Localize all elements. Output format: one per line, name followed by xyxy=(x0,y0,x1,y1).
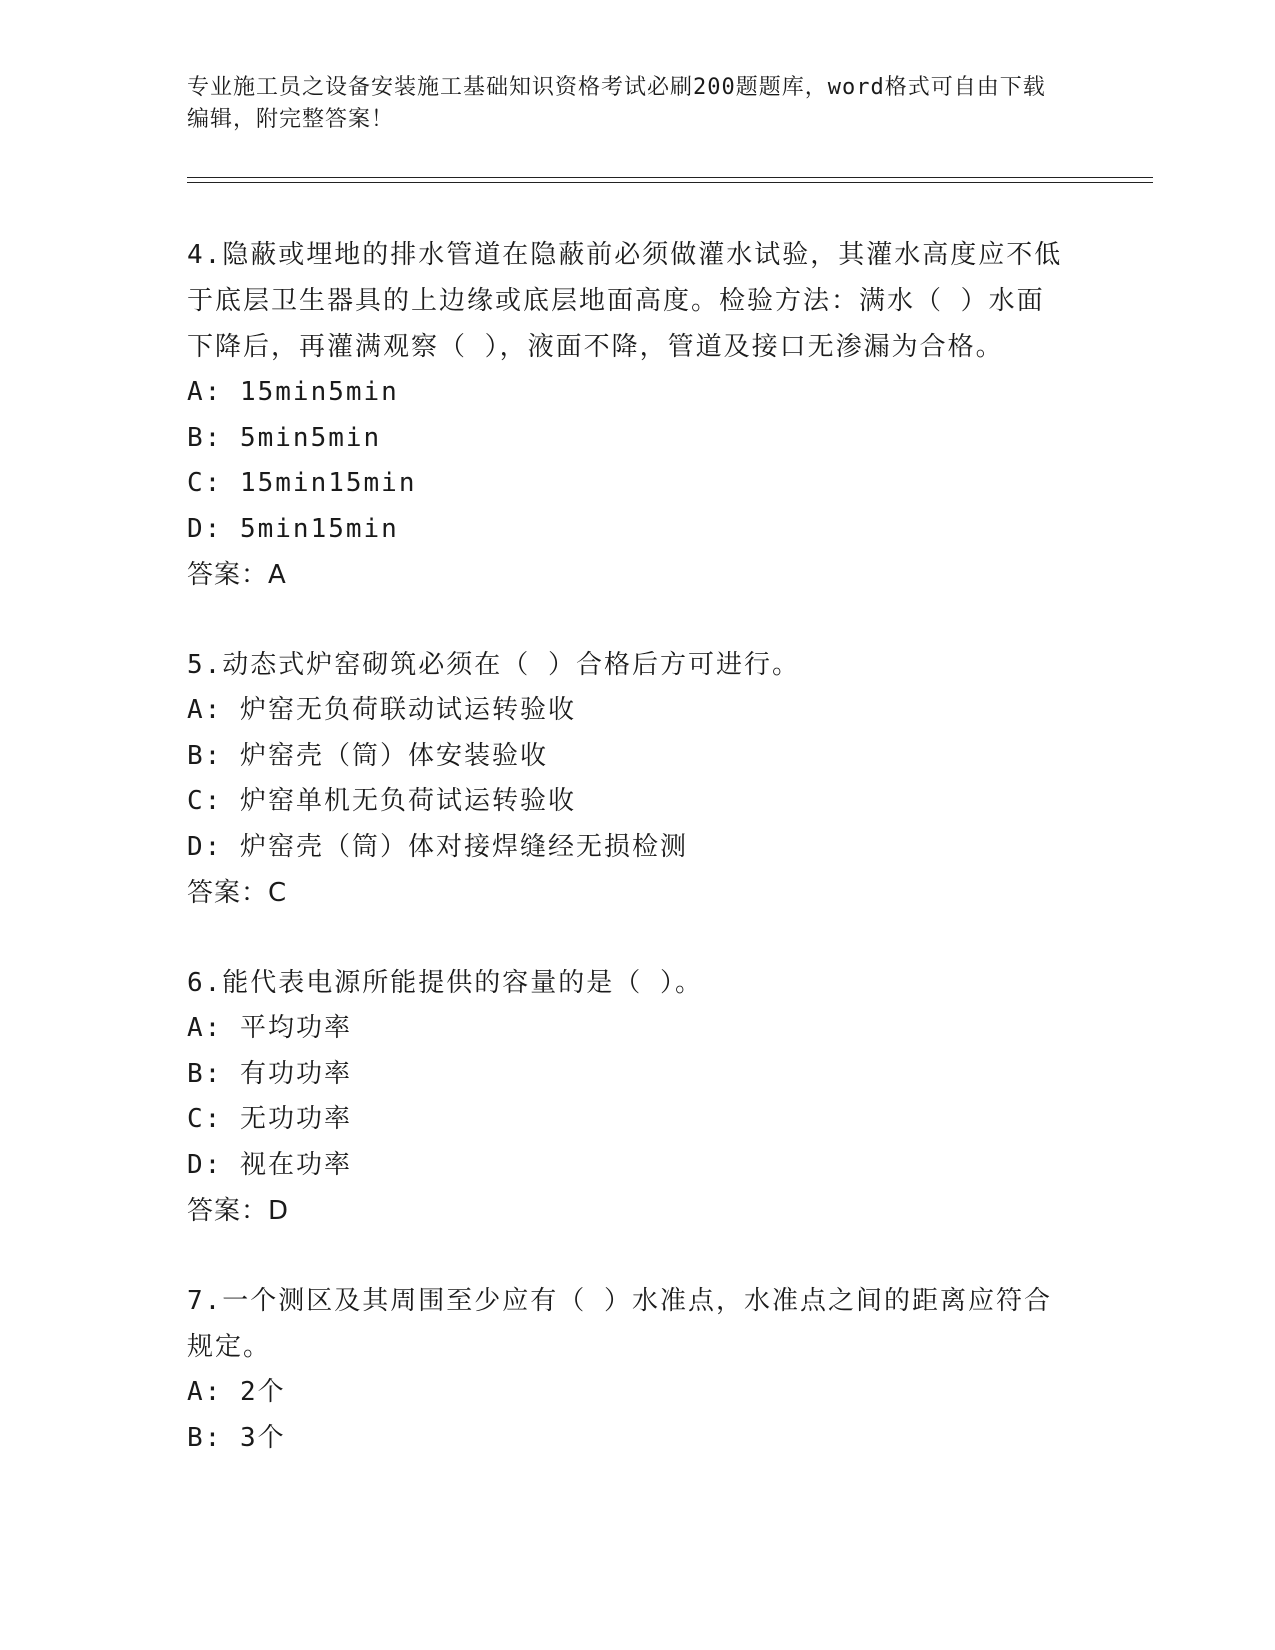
answer-line: 答案：A xyxy=(187,560,287,590)
question-5 xyxy=(187,642,1067,916)
answer-line: 答案：D xyxy=(187,1196,290,1226)
option-a: A: 15min5min xyxy=(187,377,399,407)
option-a: A: 平均功率 xyxy=(187,1013,352,1043)
option-c: C: 15min15min xyxy=(187,468,417,498)
option-d: D: 炉窑壳（筒）体对接焊缝经无损检测 xyxy=(187,831,688,862)
option-d: D: 5min15min xyxy=(187,513,399,544)
option-c: C: 炉窑单机无负荷试运转验收 xyxy=(187,786,576,816)
question-6 xyxy=(187,960,1067,1234)
option-b: B: 有功功率 xyxy=(187,1058,352,1089)
question-stem: 5.动态式炉窑砌筑必须在（ ）合格后方可进行。 xyxy=(187,650,800,680)
option-a: A: 2个 xyxy=(187,1377,286,1407)
header-rule-top xyxy=(187,177,1153,178)
question-stem: 6.能代表电源所能提供的容量的是（ ）。 xyxy=(187,968,703,998)
question-4 xyxy=(187,232,1067,598)
option-b: B: 炉窑壳（筒）体安装验收 xyxy=(187,740,548,771)
document-header: 专业施工员之设备安装施工基础知识资格考试必刷200题题库，word格式可自由下载编辑，附完整答案！ xyxy=(187,75,1046,132)
answer-line: 答案：C xyxy=(187,878,288,908)
question-stem: 7.一个测区及其周围至少应有（ ）水准点，水准点之间的距离应符合规定。 xyxy=(187,1286,1052,1362)
option-b: B: 5min5min xyxy=(187,422,382,453)
question-7 xyxy=(187,1278,1067,1461)
question-list xyxy=(187,232,1067,1505)
question-stem: 4.隐蔽或埋地的排水管道在隐蔽前必须做灌水试验，其灌水高度应不低于底层卫生器具的上边缘或底层地面高度。检验方法：满水（ ）水面下降后，再灌满观察（ ），液面不降，管道及接口无渗漏为合格。 xyxy=(187,240,1063,362)
option-d: D: 视在功率 xyxy=(187,1149,352,1180)
option-a: A: 炉窑无负荷联动试运转验收 xyxy=(187,695,576,725)
option-c: C: 无功功率 xyxy=(187,1104,352,1134)
header-rule-bottom xyxy=(187,182,1153,183)
option-b: B: 3个 xyxy=(187,1422,286,1453)
